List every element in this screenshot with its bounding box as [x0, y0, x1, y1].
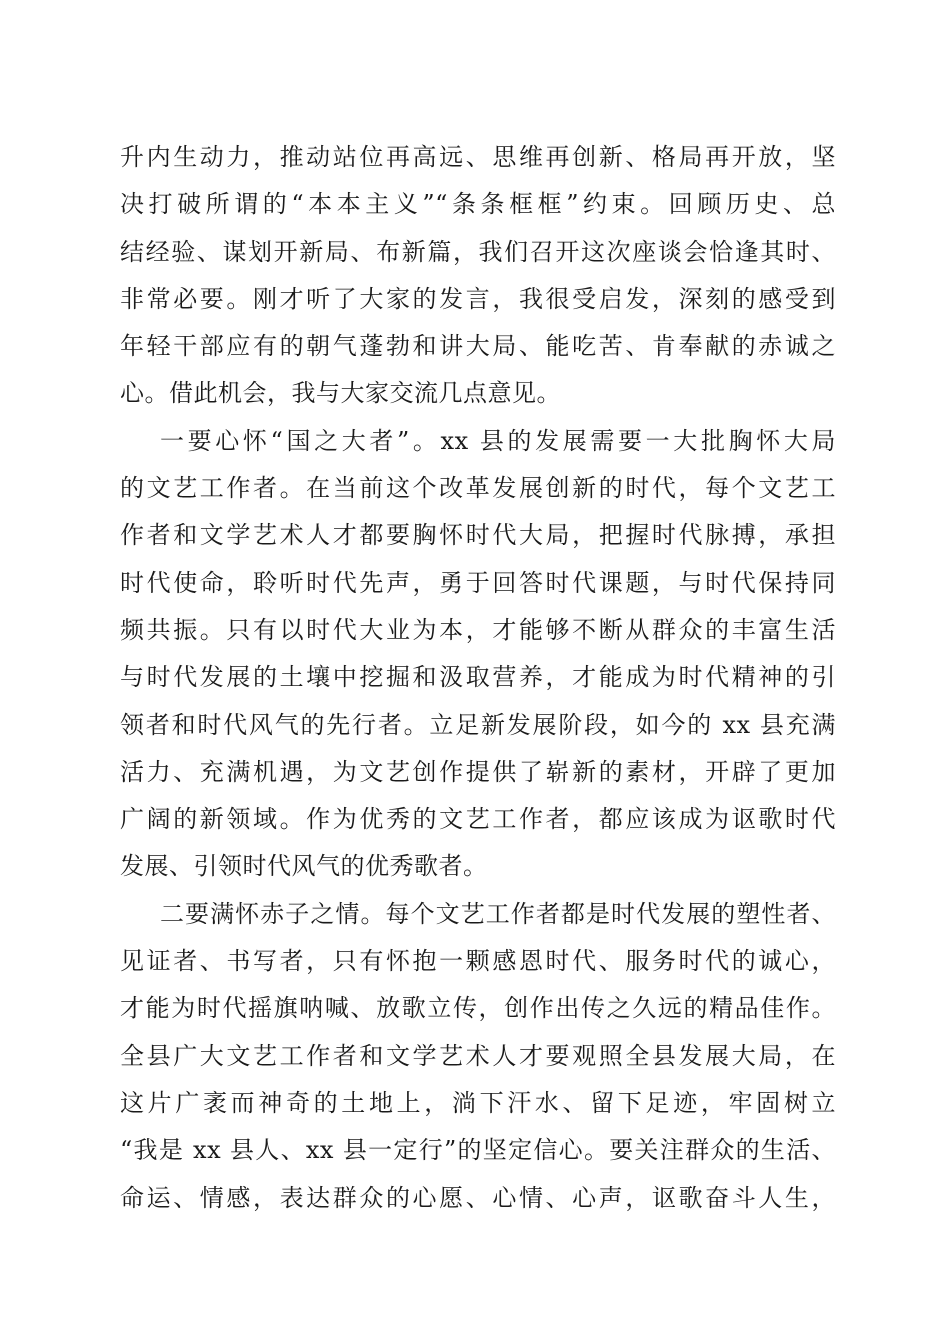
paragraph-point-one	[120, 418, 836, 891]
text-line: 活力、充满机遇，为文艺创作提供了崭新的素材，开辟了更加	[120, 757, 836, 786]
text-line: 发展、引领时代风气的优秀歌者。	[120, 852, 488, 881]
text-line: 与时代发展的土壤中挖掘和汲取营养，才能成为时代精神的引	[120, 663, 836, 692]
paragraph-intro-continuation	[120, 134, 836, 418]
text-line: 年轻干部应有的朝气蓬勃和讲大局、能吃苦、肯奉献的赤诚之	[120, 332, 836, 361]
text-line: 时代使命，聆听时代先声，勇于回答时代课题，与时代保持同	[120, 568, 836, 597]
text-line: 心。借此机会，我与大家交流几点意见。	[120, 379, 561, 408]
text-line: 的文艺工作者。在当前这个改革发展创新的时代，每个文艺工	[120, 474, 836, 503]
text-line: 作者和文学艺术人才都要胸怀时代大局，把握时代脉搏，承担	[120, 521, 836, 550]
document-body	[120, 134, 836, 1222]
text-line: 领者和时代风气的先行者。立足新发展阶段，如今的 xx 县充满	[120, 710, 836, 739]
text-line: 非常必要。刚才听了大家的发言，我很受启发，深刻的感受到	[120, 284, 836, 313]
text-line: 广阔的新领域。作为优秀的文艺工作者，都应该成为讴歌时代	[120, 805, 836, 834]
text-line: 决打破所谓的“本本主义”“条条框框”约束。回顾历史、总	[120, 190, 836, 219]
text-line: 才能为时代摇旗呐喊、放歌立传，创作出传之久远的精品佳作。	[120, 994, 836, 1023]
text-line: 频共振。只有以时代大业为本，才能够不断从群众的丰富生活	[120, 615, 836, 644]
text-line: 这片广袤而神奇的土地上，淌下汗水、留下足迹，牢固树立	[120, 1088, 836, 1117]
text-line: 见证者、书写者，只有怀抱一颗感恩时代、服务时代的诚心，	[120, 947, 836, 976]
text-line: “我是 xx 县人、xx 县一定行”的坚定信心。要关注群众的生活、	[120, 1136, 836, 1165]
text-line: 全县广大文艺工作者和文学艺术人才要观照全县发展大局，在	[120, 1041, 836, 1070]
text-line: 升内生动力，推动站位再高远、思维再创新、格局再开放，坚	[120, 143, 836, 171]
text-line: 结经验、谋划开新局、布新篇，我们召开这次座谈会恰逢其时、	[120, 237, 836, 266]
paragraph-point-two	[120, 891, 836, 1222]
text-line: 命运、情感，表达群众的心愿、心情、心声，讴歌奋斗人生，	[120, 1183, 836, 1212]
text-line: 二要满怀赤子之情。每个文艺工作者都是时代发展的塑性者、	[160, 899, 836, 928]
text-line: 一要心怀“国之大者”。xx 县的发展需要一大批胸怀大局	[160, 426, 836, 455]
